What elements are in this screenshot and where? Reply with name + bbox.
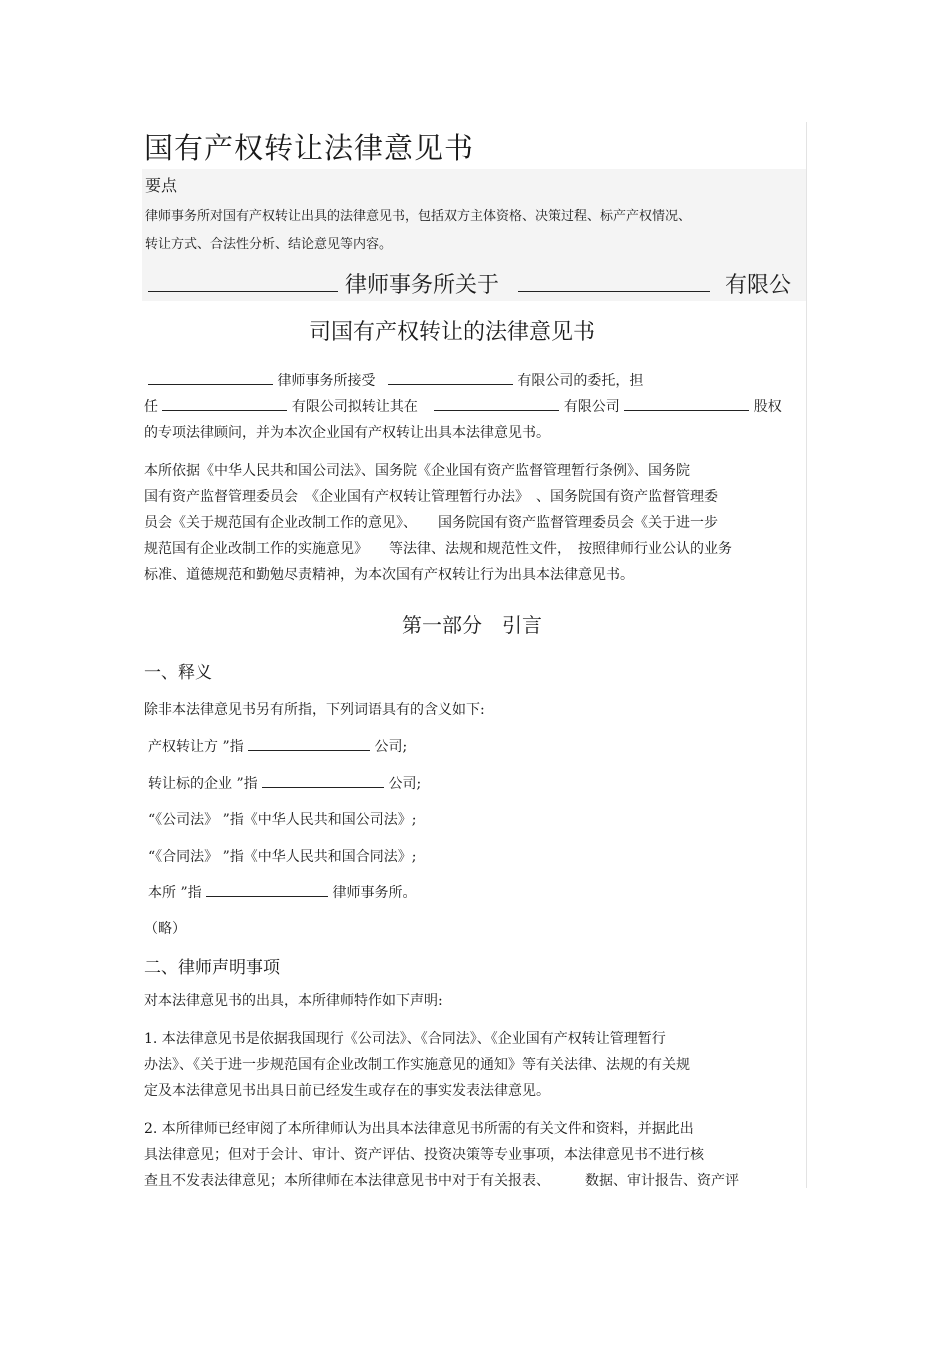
part-title: 第一部分 引言 [402, 613, 542, 637]
definition-text: 本所 ”指 [148, 885, 202, 901]
declaration-1-line-3: 定及本法律意见书出具日前已经发生或存在的事实发表法律意见。 [144, 1083, 550, 1099]
basis-line-1: 本所依据《中华人民共和国公司法》、国务院《企业国有资产监督管理暂行条例》、国务院 [144, 463, 690, 479]
intro-text: 律师事务所接受 [277, 373, 376, 389]
blank-field [388, 383, 513, 385]
omitted-note: （略） [144, 921, 186, 937]
summary-line-1: 律师事务所对国有产权转让出具的法律意见书，包括双方主体资格、决策过程、标产产权情况、 [145, 209, 692, 224]
blank-field [206, 895, 328, 897]
definition-text: 转让标的企业 ”指 [148, 776, 258, 792]
declaration-2-line-3: 查且不发表法律意见；本所律师在本法律意见书中对于有关报表、 数据、审计报告、资产评 [144, 1173, 739, 1188]
definition-text: 律师事务所。 [332, 885, 417, 901]
definition-text: 产权转让方 ”指 [148, 739, 244, 755]
definition-5 [148, 882, 417, 902]
summary-line-2: 转让方式、合法性分析、结论意见等内容。 [145, 237, 393, 252]
definition-4: “《合同法》 ”指《中华人民共和国合同法》; [148, 849, 417, 865]
basis-line-5: 标准、道德规范和勤勉尽责精神，为本次国有产权转让行为出具本法律意见书。 [144, 567, 634, 583]
basis-line-3: 员会《关于规范国有企业改制工作的意见》、 国务院国有资产监督管理委员会《关于进一步 [144, 515, 718, 531]
document-title: 国有产权转让法律意见书 [144, 131, 475, 165]
definition-text: 公司; [374, 739, 408, 755]
main-heading-line-2: 司国有产权转让的法律意见书 [309, 320, 596, 345]
definition-text: 公司; [388, 776, 422, 792]
section-2-lead: 对本法律意见书的出具，本所律师特作如下声明: [144, 993, 443, 1009]
definition-3: “《公司法》 ”指《中华人民共和国公司法》; [148, 812, 417, 828]
basis-line-2: 国有资产监督管理委员会 《企业国有产权转让管理暂行办法》 、国务院国有资产监督管理委 [144, 489, 718, 505]
section-1-lead: 除非本法律意见书另有所指，下列词语具有的含义如下: [144, 702, 485, 718]
definition-1 [148, 736, 407, 756]
blank-field [518, 290, 710, 292]
summary-heading: 要点 [145, 176, 178, 195]
blank-field [434, 409, 559, 411]
intro-line-2 [144, 396, 782, 416]
main-heading-line-1 [148, 268, 791, 299]
declaration-2-line-1: 2. 本所律师已经审阅了本所律师认为出具本法律意见书所需的有关文件和资料，并据此出 [144, 1121, 694, 1137]
blank-field [624, 409, 749, 411]
section-2-title: 二、律师声明事项 [144, 958, 280, 978]
definition-2 [148, 773, 421, 793]
declaration-2-line-2: 具法律意见；但对于会计、审计、资产评估、投资决策等专业事项，本法律意见书不进行核 [144, 1147, 704, 1163]
blank-field [262, 786, 384, 788]
intro-text: 任 [144, 399, 158, 415]
blank-field [148, 383, 273, 385]
document-page [142, 122, 807, 1188]
intro-text: 有限公司的委托，担 [517, 373, 644, 389]
main-heading-part-2: 有限公 [725, 273, 792, 298]
intro-line-3: 的专项法律顾问，并为本次企业国有产权转让出具本法律意见书。 [144, 425, 550, 441]
intro-line-1 [148, 370, 643, 390]
main-heading-part-1: 律师事务所关于 [345, 273, 500, 298]
blank-field [162, 409, 287, 411]
intro-text: 有限公司 [563, 399, 620, 415]
declaration-1-line-1: 1. 本法律意见书是依据我国现行《公司法》、《合同法》、《企业国有产权转让管理暂行 [144, 1031, 666, 1047]
blank-field [148, 290, 338, 292]
section-1-title: 一、释义 [144, 663, 212, 683]
intro-text: 有限公司拟转让其在 [291, 399, 418, 415]
basis-line-4: 规范国有企业改制工作的实施意见》 等法律、法规和规范性文件， 按照律师行业公认的业务 [144, 541, 732, 557]
declaration-1-line-2: 办法》、《关于进一步规范国有企业改制工作实施意见的通知》等有关法律、法规的有关规 [144, 1057, 690, 1073]
intro-text: 股权 [753, 399, 782, 415]
blank-field [248, 749, 370, 751]
